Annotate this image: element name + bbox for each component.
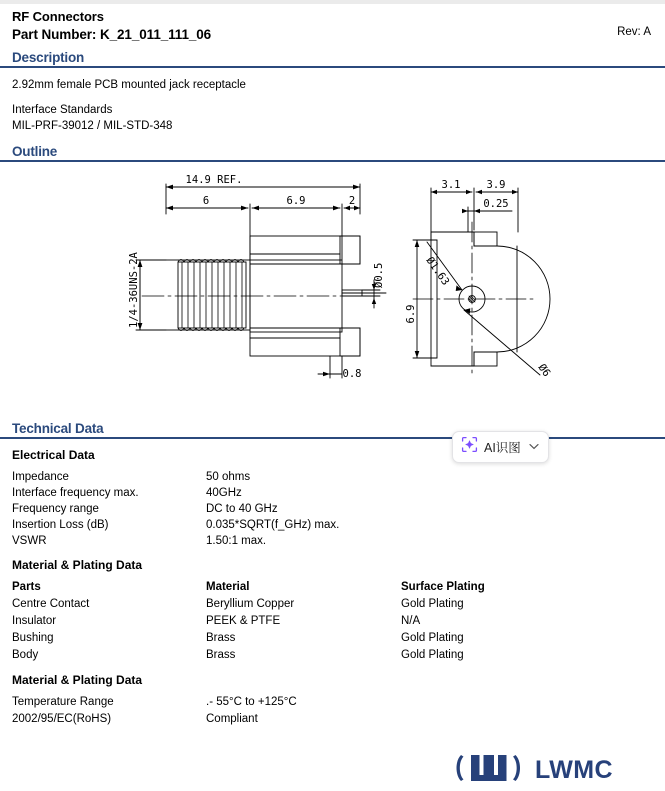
column-header-plating: Surface Plating — [401, 581, 485, 593]
sparkle-scan-icon — [461, 436, 478, 458]
dia-6-label: Ø6 — [535, 361, 553, 380]
table-row — [12, 596, 665, 613]
subsection-header-material: Material & Plating Data — [12, 558, 143, 572]
dim-0-25-label: 0.25 — [483, 198, 509, 210]
table-row — [12, 501, 665, 517]
spec-label: Frequency range — [12, 503, 99, 515]
table-row — [12, 630, 665, 647]
env-label: Temperature Range — [12, 696, 114, 708]
environmental-data-table — [0, 694, 665, 728]
pin-dia-label: Ø0.5 — [373, 262, 385, 288]
dim-6-9-vert-label: 6.9 — [405, 304, 417, 324]
cell-part: Insulator — [12, 615, 57, 627]
cell-plating: N/A — [401, 615, 421, 627]
spec-value: 40GHz — [206, 487, 242, 499]
dim-6-label: 6 — [202, 195, 210, 207]
subsection-header-environmental: Material & Plating Data — [12, 673, 143, 687]
cell-part: Centre Contact — [12, 598, 90, 610]
dim-0-8-label: 0.8 — [342, 368, 362, 380]
thread-spec-label: 1/4-36UNS-2A — [128, 252, 140, 328]
spec-label: Insertion Loss (dB) — [12, 519, 109, 531]
table-row — [12, 485, 665, 501]
interface-standards-value: MIL-PRF-39012 / MIL-STD-348 — [12, 120, 173, 132]
chevron-down-icon[interactable] — [529, 442, 539, 452]
lwmc-mark-icon — [452, 752, 528, 789]
cell-material: Beryllium Copper — [206, 598, 295, 610]
table-row — [12, 533, 665, 549]
revision-label: Rev: A — [617, 26, 651, 38]
column-header-parts: Parts — [12, 581, 41, 593]
cell-material: PEEK & PTFE — [206, 615, 281, 627]
interface-standards-title: Interface Standards — [12, 104, 113, 116]
part-number: Part Number: K_21_011_111_06 — [12, 27, 212, 42]
cell-plating: Gold Plating — [401, 598, 464, 610]
cell-part: Body — [12, 649, 39, 661]
section-header-technical-data: Technical Data — [0, 421, 665, 439]
table-row — [12, 647, 665, 664]
column-header-material: Material — [206, 581, 250, 593]
cell-plating: Gold Plating — [401, 632, 464, 644]
table-row — [12, 469, 665, 485]
outline-drawing — [0, 162, 665, 415]
connector-drawing-svg — [0, 162, 665, 415]
spec-label: VSWR — [12, 535, 47, 547]
dim-3-9-label: 3.9 — [486, 179, 506, 191]
spec-value: 0.035*SQRT(f_GHz) max. — [206, 519, 340, 531]
logo-text: LWMC — [535, 756, 613, 784]
material-plating-table — [0, 579, 665, 664]
table-header-row — [12, 579, 665, 596]
section-header-description: Description — [0, 50, 665, 68]
dim-3-1-label: 3.1 — [441, 179, 461, 191]
env-value: .- 55°C to +125°C — [206, 696, 297, 708]
env-label: 2002/95/EC(RoHS) — [12, 713, 112, 725]
ai-image-recognition-button[interactable] — [452, 431, 549, 463]
table-row — [12, 613, 665, 630]
cell-plating: Gold Plating — [401, 649, 464, 661]
dia-1-63-label: Ø1.63 — [423, 254, 452, 288]
company-logo — [452, 752, 613, 789]
table-row — [12, 694, 665, 711]
dim-overall-label: 14.9 REF. — [185, 174, 243, 186]
electrical-data-table — [0, 469, 665, 549]
page-title: RF Connectors — [12, 9, 104, 24]
dim-6-9-label: 6.9 — [286, 195, 306, 207]
spacer — [12, 93, 665, 102]
table-row — [12, 517, 665, 533]
spec-label: Interface frequency max. — [12, 487, 139, 499]
cell-material: Brass — [206, 632, 236, 644]
spec-value: DC to 40 GHz — [206, 503, 278, 515]
table-row — [12, 711, 665, 728]
spec-label: Impedance — [12, 471, 69, 483]
dim-2-label: 2 — [348, 195, 356, 207]
cell-material: Brass — [206, 649, 236, 661]
description-body — [0, 68, 665, 138]
env-value: Compliant — [206, 713, 258, 725]
subsection-header-electrical: Electrical Data — [12, 448, 95, 462]
spec-value: 50 ohms — [206, 471, 251, 483]
document-header — [0, 4, 665, 44]
document-content — [0, 4, 665, 728]
spec-value: 1.50:1 max. — [206, 535, 267, 547]
description-summary: 2.92mm female PCB mounted jack receptacle — [12, 79, 246, 91]
cell-part: Bushing — [12, 632, 54, 644]
section-header-outline: Outline — [0, 144, 665, 162]
ai-widget-label: AI识图 — [484, 441, 521, 455]
